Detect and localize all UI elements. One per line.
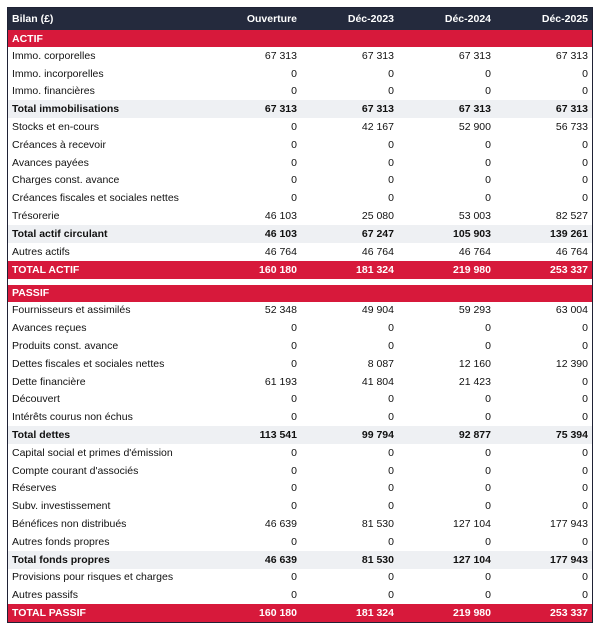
row-value: 0 (291, 589, 297, 602)
table-row (8, 118, 592, 136)
row-value: 41 804 (361, 375, 394, 388)
row-label: Autres fonds propres (12, 535, 110, 548)
passif-section-header (8, 285, 592, 302)
row-value: 0 (388, 174, 394, 187)
actif-section-title: ACTIF (8, 30, 592, 47)
table-row (8, 515, 592, 533)
table-row (8, 408, 592, 426)
row-value: 0 (582, 589, 588, 602)
row-label: Créances fiscales et sociales nettes (12, 192, 179, 205)
row-value: 0 (388, 482, 394, 495)
row-value: 67 247 (301, 225, 398, 243)
table-row (8, 480, 592, 498)
row-label: Provisions pour risques et charges (12, 571, 174, 584)
row-label: Produits const. avance (12, 340, 119, 353)
row-label: Total immobilisations (8, 100, 204, 118)
row-value: 81 530 (301, 551, 398, 569)
row-value: 0 (291, 411, 297, 424)
row-value: 67 313 (398, 100, 495, 118)
row-value: 0 (388, 85, 394, 98)
row-value: 0 (485, 571, 491, 584)
row-value: 0 (291, 535, 297, 548)
row-value: 0 (291, 500, 297, 513)
row-value: 46 639 (264, 518, 297, 531)
row-value: 92 877 (398, 426, 495, 444)
row-value: 0 (485, 393, 491, 406)
row-label: Total fonds propres (8, 551, 204, 569)
row-value: 46 764 (555, 245, 588, 258)
subtotal-row (8, 426, 592, 444)
row-value: 0 (582, 85, 588, 98)
row-label: Charges const. avance (12, 174, 120, 187)
row-value: 0 (582, 375, 588, 388)
row-value: 0 (582, 174, 588, 187)
row-value: 0 (485, 411, 491, 424)
row-value: 46 764 (458, 245, 491, 258)
row-value: 0 (582, 500, 588, 513)
row-value: 0 (485, 464, 491, 477)
total-value: 219 980 (398, 261, 495, 279)
row-label: Intérêts courus non échus (12, 411, 133, 424)
row-value: 0 (291, 156, 297, 169)
row-value: 0 (291, 357, 297, 370)
actif-total-row (8, 261, 592, 279)
row-value: 0 (582, 156, 588, 169)
actif-section-header (8, 30, 592, 47)
header-row (8, 8, 592, 30)
row-value: 49 904 (361, 304, 394, 317)
total-value: 253 337 (495, 604, 592, 622)
table-row (8, 444, 592, 462)
total-label: TOTAL PASSIF (8, 604, 204, 622)
table-row (8, 83, 592, 101)
row-value: 99 794 (301, 426, 398, 444)
total-value: 160 180 (204, 604, 301, 622)
row-value: 0 (388, 156, 394, 169)
table-row (8, 497, 592, 515)
row-value: 63 004 (555, 304, 588, 317)
total-value: 181 324 (301, 604, 398, 622)
row-value: 0 (582, 322, 588, 335)
row-value: 8 087 (367, 357, 394, 370)
row-value: 177 943 (550, 518, 588, 531)
row-label: Autres actifs (12, 245, 70, 258)
row-label: Immo. corporelles (12, 49, 96, 62)
row-value: 67 313 (264, 49, 297, 62)
row-value: 0 (388, 138, 394, 151)
row-value: 61 193 (264, 375, 297, 388)
row-label: Autres passifs (12, 589, 78, 602)
row-value: 0 (388, 393, 394, 406)
row-label: Fournisseurs et assimilés (12, 304, 131, 317)
row-value: 0 (291, 85, 297, 98)
row-value: 0 (582, 571, 588, 584)
row-label: Bénéfices non distribués (12, 518, 127, 531)
row-value: 0 (485, 67, 491, 80)
subtotal-row (8, 100, 592, 118)
row-value: 59 293 (458, 304, 491, 317)
row-value: 0 (291, 482, 297, 495)
header-col-dec-2025: Déc-2025 (495, 8, 592, 30)
row-value: 0 (582, 340, 588, 353)
row-value: 0 (485, 482, 491, 495)
table-row (8, 302, 592, 320)
table-row (8, 154, 592, 172)
row-value: 113 541 (204, 426, 301, 444)
row-value: 0 (388, 322, 394, 335)
row-label: Dette financière (12, 375, 86, 388)
header-col-dec-2023: Déc-2023 (301, 8, 398, 30)
row-value: 0 (388, 535, 394, 548)
row-value: 0 (291, 571, 297, 584)
row-value: 0 (582, 411, 588, 424)
row-value: 0 (485, 156, 491, 169)
row-value: 0 (388, 571, 394, 584)
row-value: 0 (485, 340, 491, 353)
row-value: 81 530 (361, 518, 394, 531)
total-value: 160 180 (204, 261, 301, 279)
table-row (8, 337, 592, 355)
row-value: 0 (388, 411, 394, 424)
table-row (8, 391, 592, 409)
table-row (8, 47, 592, 65)
row-value: 0 (485, 174, 491, 187)
row-value: 0 (388, 192, 394, 205)
row-label: Trésorerie (12, 210, 60, 223)
row-value: 0 (291, 138, 297, 151)
row-value: 127 104 (398, 551, 495, 569)
row-value: 46 639 (204, 551, 301, 569)
row-value: 105 903 (398, 225, 495, 243)
row-value: 67 313 (361, 49, 394, 62)
row-value: 0 (485, 85, 491, 98)
row-value: 0 (485, 138, 491, 151)
header-label: Bilan (£) (8, 8, 204, 30)
row-value: 67 313 (495, 100, 592, 118)
row-label: Avances reçues (12, 322, 87, 335)
table-row (8, 355, 592, 373)
table-row (8, 207, 592, 225)
row-value: 0 (291, 322, 297, 335)
total-value: 181 324 (301, 261, 398, 279)
table-row (8, 373, 592, 391)
balance-sheet (7, 7, 593, 623)
row-value: 67 313 (458, 49, 491, 62)
row-value: 0 (388, 67, 394, 80)
row-value: 0 (291, 393, 297, 406)
row-value: 52 900 (458, 121, 491, 134)
row-value: 0 (291, 67, 297, 80)
balance-sheet-table (8, 8, 592, 622)
row-value: 53 003 (458, 210, 491, 223)
row-value: 0 (291, 340, 297, 353)
row-value: 0 (485, 535, 491, 548)
row-value: 127 104 (453, 518, 491, 531)
row-value: 56 733 (555, 121, 588, 134)
row-value: 0 (485, 322, 491, 335)
table-row (8, 462, 592, 480)
row-value: 139 261 (495, 225, 592, 243)
row-value: 0 (388, 446, 394, 459)
row-value: 0 (485, 589, 491, 602)
row-label: Découvert (12, 393, 60, 406)
row-label: Capital social et primes d'émission (12, 446, 173, 459)
row-value: 0 (291, 174, 297, 187)
row-label: Immo. financières (12, 85, 95, 98)
table-row (8, 243, 592, 261)
subtotal-row (8, 551, 592, 569)
row-value: 0 (582, 535, 588, 548)
subtotal-row (8, 225, 592, 243)
row-value: 0 (388, 340, 394, 353)
row-value: 0 (582, 482, 588, 495)
row-value: 67 313 (555, 49, 588, 62)
row-value: 0 (388, 500, 394, 513)
row-value: 0 (582, 446, 588, 459)
row-value: 82 527 (555, 210, 588, 223)
row-value: 0 (485, 192, 491, 205)
row-label: Total actif circulant (8, 225, 204, 243)
row-label: Avances payées (12, 156, 89, 169)
table-row (8, 65, 592, 83)
row-value: 12 390 (555, 357, 588, 370)
row-value: 0 (582, 393, 588, 406)
row-value: 21 423 (458, 375, 491, 388)
row-value: 0 (388, 589, 394, 602)
row-label: Immo. incorporelles (12, 67, 104, 80)
row-label: Dettes fiscales et sociales nettes (12, 357, 165, 370)
row-value: 0 (388, 464, 394, 477)
total-label: TOTAL ACTIF (8, 261, 204, 279)
row-value: 46 103 (264, 210, 297, 223)
row-value: 0 (485, 500, 491, 513)
row-value: 52 348 (264, 304, 297, 317)
row-value: 0 (582, 464, 588, 477)
row-label: Stocks et en-cours (12, 121, 99, 134)
row-value: 67 313 (301, 100, 398, 118)
row-value: 46 764 (264, 245, 297, 258)
table-row (8, 586, 592, 604)
row-value: 0 (291, 464, 297, 477)
row-label: Créances à recevoir (12, 138, 106, 151)
header-col-ouverture: Ouverture (204, 8, 301, 30)
table-row (8, 569, 592, 587)
table-row (8, 319, 592, 337)
row-value: 67 313 (204, 100, 301, 118)
header-col-dec-2024: Déc-2024 (398, 8, 495, 30)
row-label: Réserves (12, 482, 57, 495)
row-value: 0 (582, 67, 588, 80)
row-label: Subv. investissement (12, 500, 111, 513)
row-value: 0 (582, 138, 588, 151)
total-value: 219 980 (398, 604, 495, 622)
total-value: 253 337 (495, 261, 592, 279)
row-value: 46 764 (361, 245, 394, 258)
row-value: 75 394 (495, 426, 592, 444)
passif-section-title: PASSIF (8, 285, 592, 302)
row-value: 0 (582, 192, 588, 205)
table-row (8, 172, 592, 190)
row-value: 42 167 (361, 121, 394, 134)
row-value: 0 (291, 446, 297, 459)
table-row (8, 189, 592, 207)
row-value: 46 103 (204, 225, 301, 243)
row-label: Total dettes (8, 426, 204, 444)
row-label: Compte courant d'associés (12, 464, 139, 477)
row-value: 12 160 (458, 357, 491, 370)
row-value: 177 943 (495, 551, 592, 569)
row-value: 25 080 (361, 210, 394, 223)
row-value: 0 (291, 192, 297, 205)
passif-total-row (8, 604, 592, 622)
row-value: 0 (485, 446, 491, 459)
row-value: 0 (291, 121, 297, 134)
table-row (8, 136, 592, 154)
table-row (8, 533, 592, 551)
